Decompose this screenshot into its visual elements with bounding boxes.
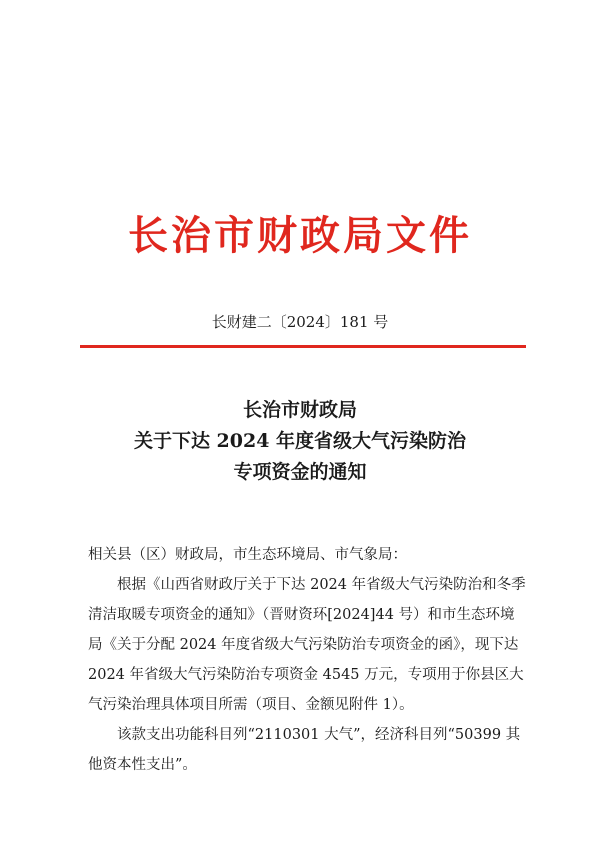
body-paragraph-2: 该款支出功能科目列“2110301 大气”，经济科目列“50399 其他资本性支出”。	[88, 727, 521, 773]
document-header-title: 长治市财政局文件	[128, 212, 472, 259]
red-divider-line	[80, 345, 526, 348]
body-paragraph-1: 根据《山西省财政厅关于下达 2024 年省级大气污染防治和冬季清洁取暖专项资金的通知》（晋财资环[2024]44 号）和市生态环境局《关于分配 2024 年度省级大气污染防治专项资金的函》，现下达 2024 年省级大气污染防治专项资金 4545 万元，专项用于你县区大气污染治理具体项目所需（项目、金额见附件 1）。	[88, 577, 526, 713]
notice-title	[0, 395, 600, 488]
notice-title-line-2: 关于下达 2024 年度省级大气污染防治	[133, 430, 467, 452]
document-number: 长财建二〔2024〕181 号	[211, 313, 389, 331]
salutation: 相关县（区）财政局，市生态环境局、市气象局：	[88, 547, 407, 563]
notice-title-line-1: 长治市财政局	[242, 399, 357, 421]
notice-body	[88, 540, 528, 780]
notice-title-line-3: 专项资金的通知	[233, 461, 367, 483]
